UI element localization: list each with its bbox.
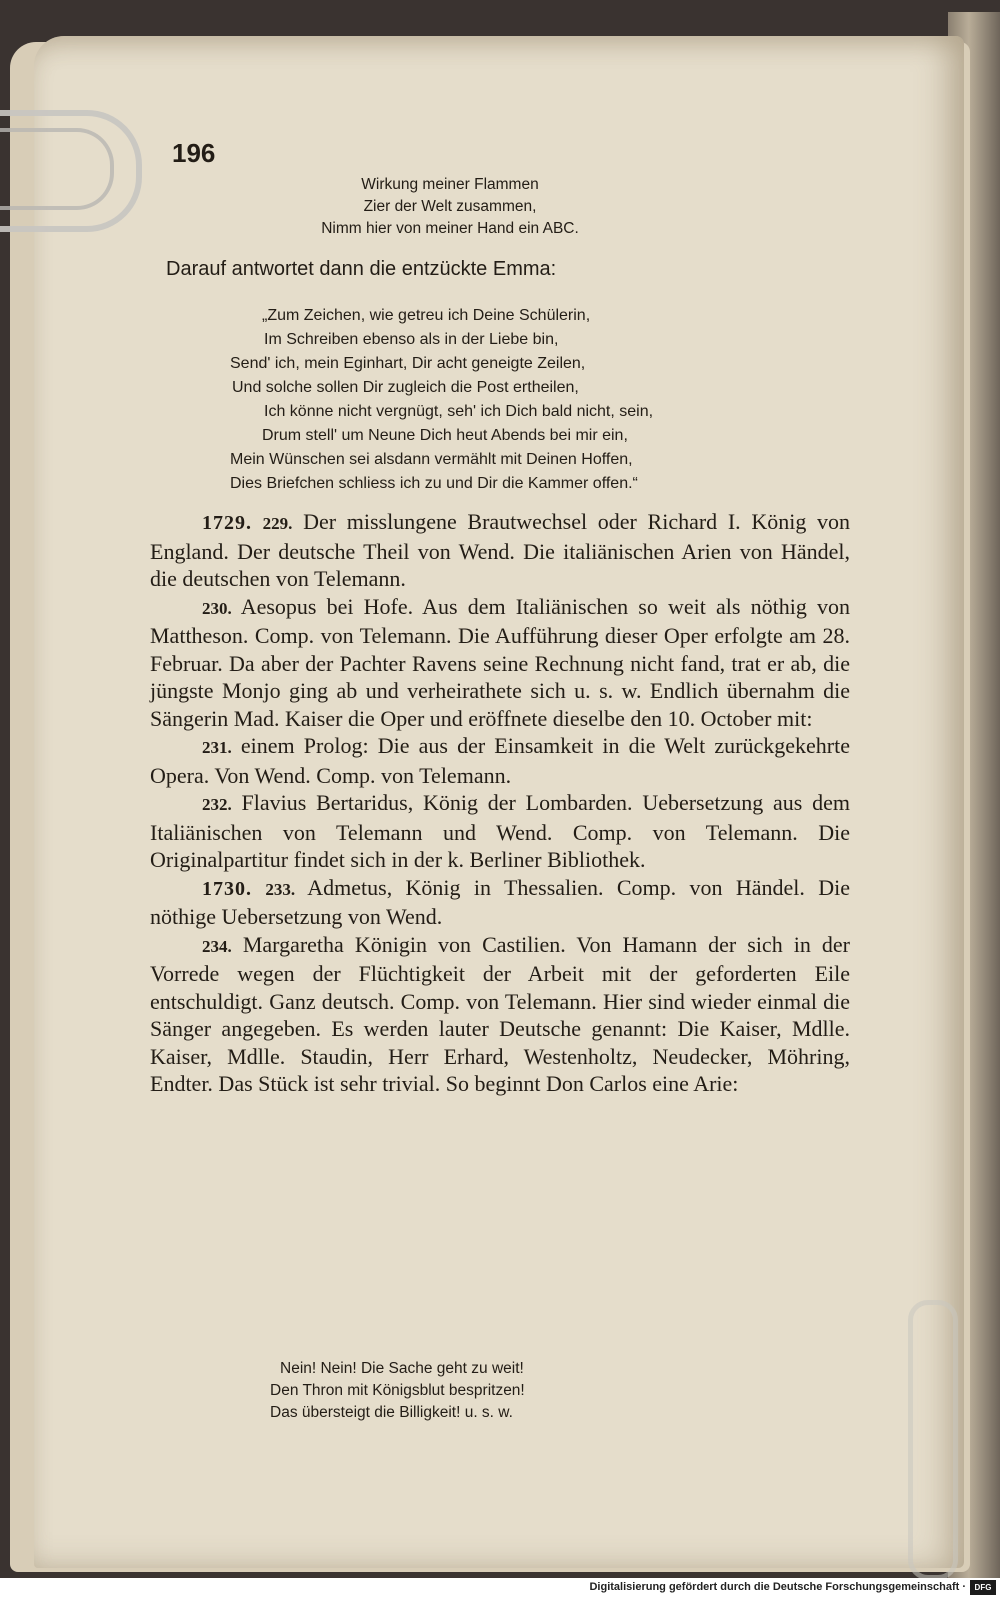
paper-clip-bottom-icon	[908, 1300, 958, 1578]
entry-text: Flavius Bertaridus, König der Lombarden. Uebersetzung aus dem Italiänischen von Telemann und Wend. Comp. von Telemann. Die Originalpartitur findet sich in der k. Berliner Bibliothek.	[150, 790, 851, 872]
verse-line: „Zum Zeichen, wie getreu ich Deine Schülerin,	[262, 307, 591, 324]
verse-line: Mein Wünschen sei alsdann vermählt mit Deinen Hoffen,	[230, 451, 633, 468]
entry-text: Admetus, König in Thessalien. Comp. von Händel. Die nöthige Uebersetzung von Wend.	[150, 874, 850, 929]
verse-3	[270, 1358, 525, 1424]
paper-clip-inner-icon	[0, 128, 114, 210]
catalog-entry	[150, 732, 850, 789]
catalog-entries	[150, 508, 850, 1098]
dfg-logo-icon: DFG	[970, 1580, 996, 1595]
digitization-footer	[0, 1578, 1000, 1599]
verse-line: Nein! Nein! Die Sache geht zu weit!	[280, 1360, 524, 1377]
entry-number: 231.	[202, 738, 232, 757]
entry-year: 1730.	[202, 877, 252, 900]
verse-line: Ich könne nicht vergnügt, seh' ich Dich bald nicht, sein,	[264, 403, 654, 420]
entry-number: 234.	[202, 936, 232, 956]
entry-text: einem Prolog: Die aus der Einsamkeit in die Welt zurückgekehrte Opera. Von Wend. Comp. von Telemann.	[150, 733, 851, 788]
page-number: 196	[172, 138, 216, 168]
verse-line: Wirkung meiner Flammen	[361, 176, 539, 193]
verse-line: Das übersteigt die Billigkeit! u. s. w.	[270, 1404, 513, 1421]
verse-2	[230, 304, 830, 496]
entry-text: Der misslungene Brautwechsel oder Richard I. König von England. Der deutsche Theil von Wend. Die italiänischen Arien von Händel, die deutschen von Telemann.	[150, 509, 851, 591]
footer-credit: Digitalisierung gefördert durch die Deutsche Forschungsgemeinschaft ·	[589, 1581, 966, 1593]
entry-number: 233.	[265, 879, 296, 899]
verse-line: Zier der Welt zusammen,	[363, 198, 537, 215]
catalog-entry	[150, 508, 850, 593]
verse-line: Im Schreiben ebenso als in der Liebe bin,	[264, 331, 559, 348]
verse-line: Dies Briefchen schliess ich zu und Dir die Kammer offen.“	[230, 475, 638, 492]
entry-text: Aesopus bei Hofe. Aus dem Italiänischen so weit als nöthig von Mattheson. Comp. von Telemann. Die Aufführung dieser Oper erfolgte am 28. Februar. Da aber der Pachter Ravens seine Rechnung nicht fand, trat er ab, die jüngste Monjo ging ab und verheirathete sich u. s. w. Endlich übernahm die Sängerin Mad. Kaiser die Oper und eröffnete dieselbe den 10. October mit:	[150, 593, 850, 731]
entry-text: Margaretha Königin von Castilien. Von Hamann der sich in der Vorrede wegen der Flüchtigkeit der Arbeit mit der geforderten Eile entschuldigt. Ganz deutsch. Comp. von Telemann. Hier sind wieder einmal die Sänger angegeben. Es werden lauter Deutsche genannt: Die Kaiser, Mdlle. Kaiser, Mdlle. Staudin, Herr Erhard, Westenholtz, Neudecker, Möhring, Endter. Das Stück ist sehr trivial. So beginnt Don Carlos eine Arie:	[150, 931, 851, 1096]
entry-year: 1729.	[202, 512, 252, 534]
verse-line: Den Thron mit Königsblut bespritzen!	[270, 1382, 525, 1399]
entry-number: 232.	[202, 795, 232, 814]
verse-line: Nimm hier von meiner Hand ein ABC.	[321, 220, 579, 237]
book-page	[34, 36, 964, 1568]
entry-number: 230.	[202, 598, 232, 618]
verse-line: Drum stell' um Neune Dich heut Abends bei mir ein,	[262, 427, 628, 444]
catalog-entry	[150, 593, 850, 733]
verse-line: Und solche sollen Dir zugleich die Post ertheilen,	[232, 379, 579, 396]
verse-1	[300, 174, 600, 240]
catalog-entry	[150, 789, 850, 874]
lead-sentence: Darauf antwortet dann die entzückte Emma:	[166, 258, 557, 280]
catalog-entry	[150, 874, 850, 931]
catalog-entry	[150, 931, 850, 1098]
entry-number: 229.	[262, 514, 293, 533]
verse-line: Send' ich, mein Eginhart, Dir acht geneigte Zeilen,	[230, 355, 586, 372]
